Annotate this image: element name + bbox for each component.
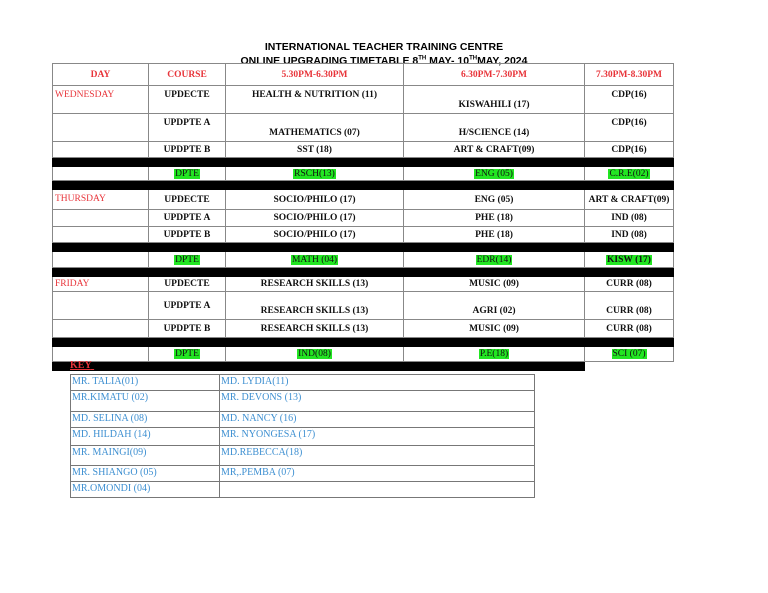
header-row: [53, 64, 674, 86]
key-label: [70, 360, 94, 371]
subtitle-part: MAY, 2024: [477, 55, 528, 67]
slot-cell: RESEARCH SKILLS (13): [226, 277, 404, 292]
table-row: [53, 190, 674, 210]
slot-cell: MUSIC (09): [404, 320, 585, 338]
slot-cell: CDP(16): [585, 142, 674, 158]
slot-cell: RESEARCH SKILLS (13): [226, 292, 404, 320]
key-entry: MR. DEVONS (13): [220, 391, 535, 412]
table-row: [53, 210, 674, 227]
slot-cell: [585, 252, 674, 268]
subtitle-part: ONLINE UPGRADING TIMETABLE 8: [240, 55, 419, 67]
key-colon: :: [90, 360, 95, 371]
separator: [53, 362, 585, 371]
table-row: [53, 114, 674, 142]
key-entry: MR. TALIA(01): [71, 375, 220, 391]
separator: [53, 158, 674, 167]
slot-cell: IND (08): [585, 227, 674, 243]
course-cell: [149, 167, 226, 181]
separator-bar: [53, 362, 674, 371]
key-table: [70, 374, 535, 498]
table-row: [53, 227, 674, 243]
subtitle-part: MAY- 10: [426, 55, 470, 67]
course-cell: UPDECTE: [149, 277, 226, 292]
course-cell: UPDECTE: [149, 86, 226, 114]
separator-bar: [53, 158, 674, 167]
key-entry: [220, 482, 535, 498]
key-row: [71, 466, 535, 482]
day-cell: [53, 252, 149, 268]
key-entry: MD. LYDIA(11): [220, 375, 535, 391]
header-course: COURSE: [149, 64, 226, 86]
slot-cell: MATHEMATICS (07): [226, 114, 404, 142]
slot-cell: SOCIO/PHILO (17): [226, 210, 404, 227]
dpte-row: [53, 252, 674, 268]
key-row: [71, 391, 535, 412]
highlighted-text: P.E(18): [479, 349, 509, 359]
separator: [53, 338, 674, 347]
slot-cell: [585, 167, 674, 181]
timetable: [52, 63, 674, 371]
slot-cell: SST (18): [226, 142, 404, 158]
document-title: INTERNATIONAL TEACHER TRAINING CENTRE: [264, 41, 504, 53]
separator-bar: [53, 243, 674, 252]
highlighted-text: IND(08): [298, 349, 331, 359]
key-row: [71, 375, 535, 391]
slot-cell: H/SCIENCE (14): [404, 114, 585, 142]
highlighted-text: MATH (04): [291, 254, 338, 265]
separator-bar: [53, 181, 674, 190]
day-cell: [53, 167, 149, 181]
header-day: DAY: [53, 64, 149, 86]
slot-cell: SOCIO/PHILO (17): [226, 227, 404, 243]
slot-cell: [404, 167, 585, 181]
day-cell: WEDNESDAY: [53, 86, 149, 114]
course-cell: UPDPTE A: [149, 292, 226, 320]
slot-cell: [404, 347, 585, 362]
day-cell: [53, 210, 149, 227]
dpte-row: [53, 167, 674, 181]
slot-cell: ART & CRAFT(09): [585, 190, 674, 210]
course-cell: UPDPTE B: [149, 142, 226, 158]
subtitle-sup: TH: [418, 55, 427, 62]
key-entry: MD. HILDAH (14): [71, 428, 220, 446]
day-cell: THURSDAY: [53, 190, 149, 210]
slot-cell: ART & CRAFT(09): [404, 142, 585, 158]
separator: [53, 268, 674, 277]
slot-cell: [585, 347, 674, 362]
highlighted-text: RSCH(13): [294, 168, 335, 179]
day-cell: FRIDAY: [53, 277, 149, 292]
table-row: [53, 277, 674, 292]
slot-cell: SOCIO/PHILO (17): [226, 190, 404, 210]
key-row: [71, 428, 535, 446]
slot-cell: CURR (08): [585, 277, 674, 292]
highlighted-text: DPTE: [175, 349, 199, 359]
slot-cell: CURR (08): [585, 292, 674, 320]
day-cell: [53, 227, 149, 243]
slot-cell: AGRI (02): [404, 292, 585, 320]
course-cell: UPDPTE A: [149, 114, 226, 142]
day-cell: [53, 114, 149, 142]
slot-cell: [404, 252, 585, 268]
table-row: [53, 320, 674, 338]
slot-cell: RESEARCH SKILLS (13): [226, 320, 404, 338]
key-entry: MR,.PEMBA (07): [220, 466, 535, 482]
highlighted-text: DPTE: [175, 254, 199, 265]
slot-cell: ENG (05): [404, 190, 585, 210]
slot-cell: HEALTH & NUTRITION (11): [226, 86, 404, 114]
header-slot-1: 5.30PM-6.30PM: [226, 64, 404, 86]
header-slot-2: 6.30PM-7.30PM: [404, 64, 585, 86]
subtitle-sup: TH: [469, 55, 478, 62]
key-entry: MR.KIMATU (02): [71, 391, 220, 412]
key-row: [71, 446, 535, 466]
course-cell: UPDPTE A: [149, 210, 226, 227]
slot-cell: CURR (08): [585, 320, 674, 338]
highlighted-text: DPTE: [175, 168, 199, 179]
slot-cell: CDP(16): [585, 86, 674, 114]
key-entry: MD. NANCY (16): [220, 412, 535, 428]
separator: [53, 181, 674, 190]
highlighted-text: KISW (17): [607, 254, 651, 265]
slot-cell: [226, 252, 404, 268]
key-entry: MR. SHIANGO (05): [71, 466, 220, 482]
slot-cell: PHE (18): [404, 210, 585, 227]
slot-cell: PHE (18): [404, 227, 585, 243]
header-slot-3: 7.30PM-8.30PM: [585, 64, 674, 86]
key-entry: MR.OMONDI (04): [71, 482, 220, 498]
table-row: [53, 292, 674, 320]
highlighted-text: C.R.E(02): [609, 168, 649, 179]
highlighted-text: EDR(14): [476, 254, 512, 265]
separator-bar: [53, 268, 674, 277]
empty-cell: [585, 362, 674, 371]
key-entry: MR. MAINGI(09): [71, 446, 220, 466]
course-cell: UPDPTE B: [149, 227, 226, 243]
course-cell: UPDECTE: [149, 190, 226, 210]
highlighted-text: SCI (07): [612, 349, 646, 359]
slot-cell: CDP(16): [585, 114, 674, 142]
course-cell: UPDPTE B: [149, 320, 226, 338]
separator: [53, 243, 674, 252]
course-cell: [149, 252, 226, 268]
key-entry: MR. NYONGESA (17): [220, 428, 535, 446]
key-entry: MD.REBECCA(18): [220, 446, 535, 466]
key-label-text: KEY: [70, 360, 91, 371]
slot-cell: KISWAHILI (17): [404, 86, 585, 114]
slot-cell: [226, 347, 404, 362]
key-row: [71, 412, 535, 428]
dpte-row: [53, 347, 674, 362]
separator-bar: [53, 338, 674, 347]
day-cell: [53, 292, 149, 320]
key-row: [71, 482, 535, 498]
slot-cell: [226, 167, 404, 181]
highlighted-text: ENG (05): [475, 168, 513, 179]
table-row: [53, 86, 674, 114]
slot-cell: IND (08): [585, 210, 674, 227]
slot-cell: MUSIC (09): [404, 277, 585, 292]
table-row: [53, 142, 674, 158]
day-cell: [53, 142, 149, 158]
key-entry: MD. SELINA (08): [71, 412, 220, 428]
course-cell: [149, 347, 226, 362]
day-cell: [53, 320, 149, 338]
day-cell: [53, 347, 149, 362]
